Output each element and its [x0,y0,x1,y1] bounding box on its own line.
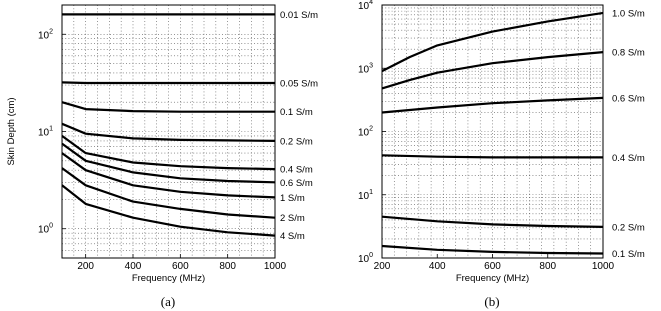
y-tick-label: $10^4$ [357,0,373,12]
x-tick-label: 400 [428,261,446,272]
series-label: 0.1 S/m [612,248,645,260]
series-label: 2 S/m [280,213,305,225]
y-tick-label: $10^2$ [37,28,53,42]
grid [62,5,275,258]
y-tick-label: $10^0$ [357,252,373,265]
panel-caption: (a) [160,294,176,309]
series-label: 0.01 S/m [280,9,319,21]
x-tick-label: 1000 [591,261,615,272]
x-axis-label: Frequency (MHz) [131,273,206,284]
x-axis-label: Frequency (MHz) [455,273,530,284]
x-tick-label: 600 [484,261,501,272]
x-tick-label: 1000 [263,261,287,272]
x-tick-label: 200 [77,261,95,272]
series-label: 0.6 S/m [612,93,645,105]
x-tick-label: 200 [373,261,391,272]
series-line [62,124,275,141]
y-tick-label: $10^2$ [357,125,373,139]
series-line [382,246,603,254]
series-label: 1 S/m [280,192,305,204]
y-axis-label: Skin Depth (cm) [6,97,17,166]
series-label: 0.4 S/m [280,164,313,176]
series-label: 0.2 S/m [612,222,645,234]
chart-panel-b [358,0,645,309]
panel-caption: (b) [484,294,500,309]
series-label: 4 S/m [280,231,305,243]
series-label: 0.6 S/m [280,177,313,189]
series-label: 0.2 S/m [280,136,313,148]
series-label: 0.05 S/m [280,78,319,90]
chart-panel-a [6,5,318,309]
y-tick-label: $10^3$ [357,62,373,76]
series-label: 1.0 S/m [612,8,645,20]
y-tick-label: $10^1$ [357,188,373,202]
series-label: 0.1 S/m [280,107,313,119]
series-line [382,52,603,88]
x-tick-label: 600 [171,261,189,272]
x-tick-label: 400 [124,261,142,272]
y-tick-label: $10^1$ [37,125,53,139]
series-line [62,102,275,112]
x-tick-label: 800 [219,261,237,272]
y-tick-label: $10^0$ [37,222,53,236]
series-label: 0.8 S/m [612,47,645,59]
series-line [382,217,603,227]
series-label: 0.4 S/m [612,152,645,164]
series-line [62,82,275,83]
x-tick-label: 800 [539,261,557,272]
